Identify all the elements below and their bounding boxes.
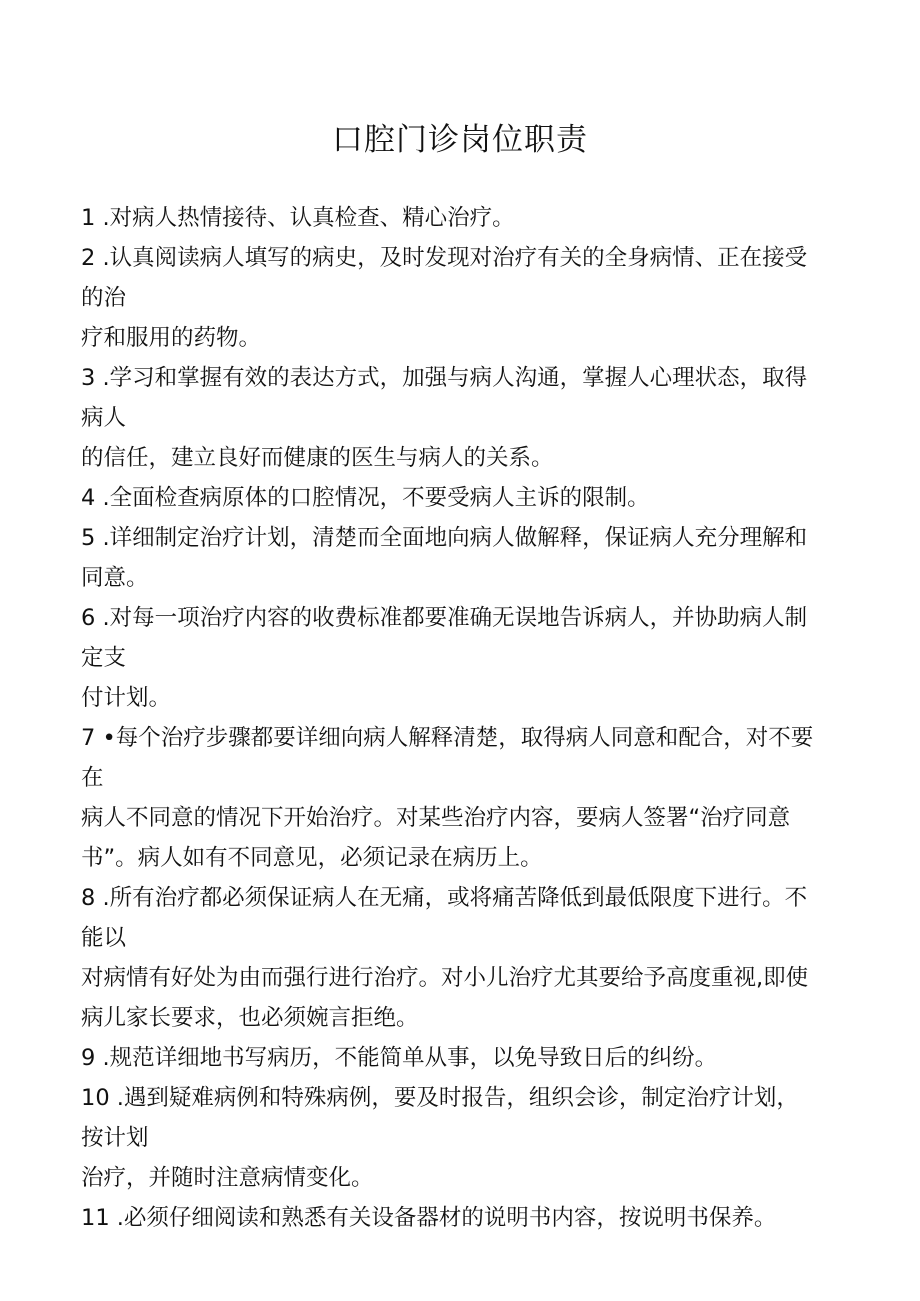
- text-line: 3 .学习和掌握有效的表达方式，加强与病人沟通，掌握人心理状态，取得: [81, 365, 808, 391]
- text-line: 5 .详细制定治疗计划，清楚而全面地向病人做解释，保证病人充分理解和: [81, 525, 808, 551]
- document-title: 口腔门诊岗位职责: [332, 122, 588, 158]
- text-line: 9 .规范详细地书写病历，不能简单从事，以免导致日后的纠纷。: [81, 1045, 718, 1071]
- text-line: 2 .认真阅读病人填写的病史，及时发现对治疗有关的全身病情、正在接受: [81, 245, 808, 271]
- text-line: 同意。: [81, 565, 149, 591]
- text-line: 书”。病人如有不同意见，必须记录在病历上。: [81, 845, 543, 871]
- text-line: 按计划: [81, 1125, 149, 1151]
- text-line: 6 .对每一项治疗内容的收费标准都要准确无误地告诉病人，并协助病人制: [81, 605, 808, 631]
- text-line: 定支: [81, 645, 127, 671]
- text-line: 在: [81, 765, 104, 791]
- text-line: 治疗，并随时注意病情变化。: [81, 1165, 374, 1191]
- text-line: 的信任，建立良好而健康的医生与病人的关系。: [81, 445, 554, 471]
- text-line: 病人不同意的情况下开始治疗。对某些治疗内容，要病人签署“治疗同意: [81, 805, 791, 831]
- text-line: 付计划。: [81, 685, 172, 711]
- text-line: 病人: [81, 405, 127, 431]
- text-line: 的治: [81, 285, 127, 311]
- text-line: 8 .所有治疗都必须保证病人在无痛，或将痛苦降低到最低限度下进行。不: [81, 885, 808, 911]
- text-line: 病儿家长要求，也必须婉言拒绝。: [81, 1005, 419, 1031]
- text-line: 4 .全面检查病原体的口腔情况，不要受病人主诉的限制。: [81, 485, 650, 511]
- text-line: 10 .遇到疑难病例和特殊病例，要及时报告，组织会诊，制定治疗计划，: [81, 1085, 799, 1111]
- text-line: 1 .对病人热情接待、认真检查、精心治疗。: [81, 205, 515, 231]
- text-line: 7 •每个治疗步骤都要详细向病人解释清楚，取得病人同意和配合，对不要: [81, 725, 814, 751]
- text-line: 疗和服用的药物。: [81, 325, 262, 351]
- text-line: 11 .必须仔细阅读和熟悉有关设备器材的说明书内容，按说明书保养。: [81, 1205, 777, 1231]
- text-line: 能以: [81, 925, 127, 951]
- document-body: [81, 198, 851, 1238]
- text-line: 对病情有好处为由而强行进行治疗。对小儿治疗尤其要给予高度重视,即使: [81, 965, 809, 991]
